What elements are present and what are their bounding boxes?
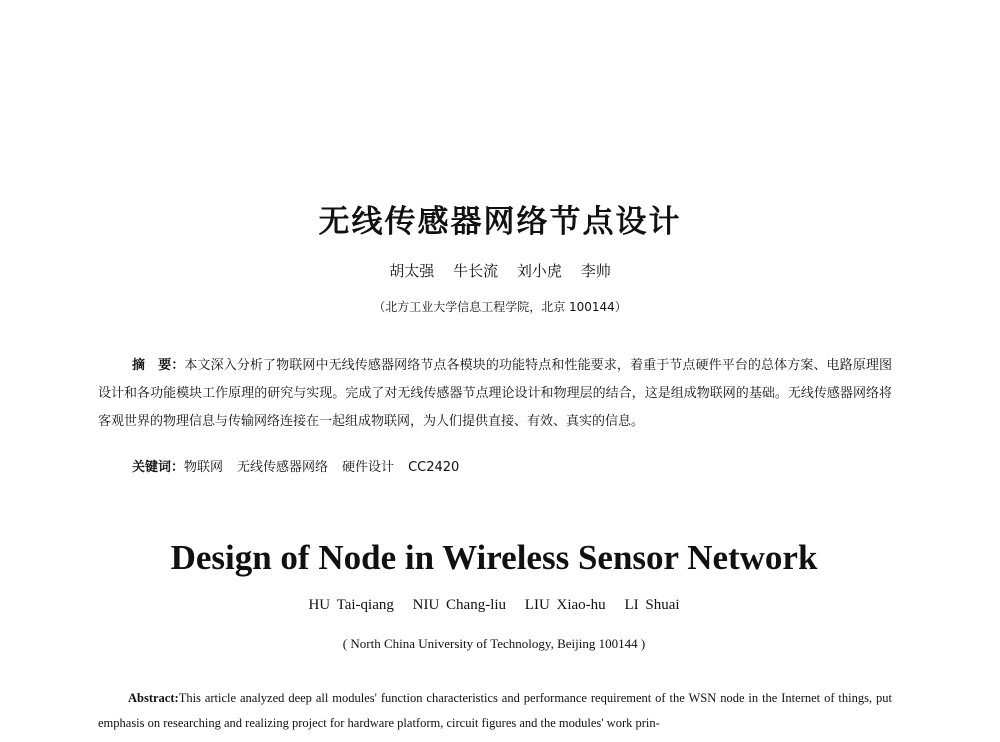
chinese-keywords-label: 关键词： — [132, 460, 185, 475]
chinese-author: 刘小虎 — [516, 262, 562, 280]
english-abstract — [98, 686, 892, 736]
chinese-keywords — [132, 456, 473, 475]
english-author: LI Shuai — [624, 597, 680, 613]
chinese-author: 李帅 — [580, 262, 611, 280]
english-affiliation: ( North China University of Technology, Beijing 100144 ) — [342, 636, 646, 651]
chinese-author: 胡太强 — [389, 262, 435, 280]
chinese-abstract-label: 摘 要： — [132, 358, 185, 373]
english-author: NIU Chang-liu — [412, 597, 507, 613]
chinese-authors — [0, 260, 1000, 281]
chinese-abstract-text: 本文深入分析了物联网中无线传感器网络节点各模块的功能特点和性能要求，着重于节点硬件平台的总体方案、电路原理图设计和各功能模块工作原理的研究与实现。完成了对无线传感器节点理论设计和物理层的结合，这是组成物联网的基础。无线传感器网络将客观世界的物理信息与传输网络连接在一起组成物联网，为人们提供直接、有效、真实的信息。 — [98, 358, 892, 429]
english-author: HU Tai-qiang — [308, 597, 394, 613]
english-abstract-label: Abstract: — [128, 691, 179, 705]
chinese-author: 牛长流 — [453, 262, 499, 280]
english-title: Design of Node in Wireless Sensor Network — [170, 538, 818, 577]
chinese-abstract — [98, 352, 892, 436]
keyword: 物联网 — [184, 460, 224, 475]
keyword: 无线传感器网络 — [237, 460, 329, 475]
keyword: 硬件设计 — [342, 460, 395, 475]
keyword: CC2420 — [408, 460, 460, 475]
english-abstract-text: This article analyzed deep all modules' function characteristics and performance requirement of the WSN node in the Internet of things, put emphasis on researching and realizing project for hardware platform, circuit figures and the modules' work prin- — [98, 691, 892, 730]
english-authors — [0, 597, 988, 614]
english-author: LIU Xiao-hu — [524, 597, 606, 613]
chinese-title: 无线传感器网络节点设计 — [318, 204, 682, 240]
chinese-affiliation: （北方工业大学信息工程学院，北京 100144） — [373, 300, 627, 314]
